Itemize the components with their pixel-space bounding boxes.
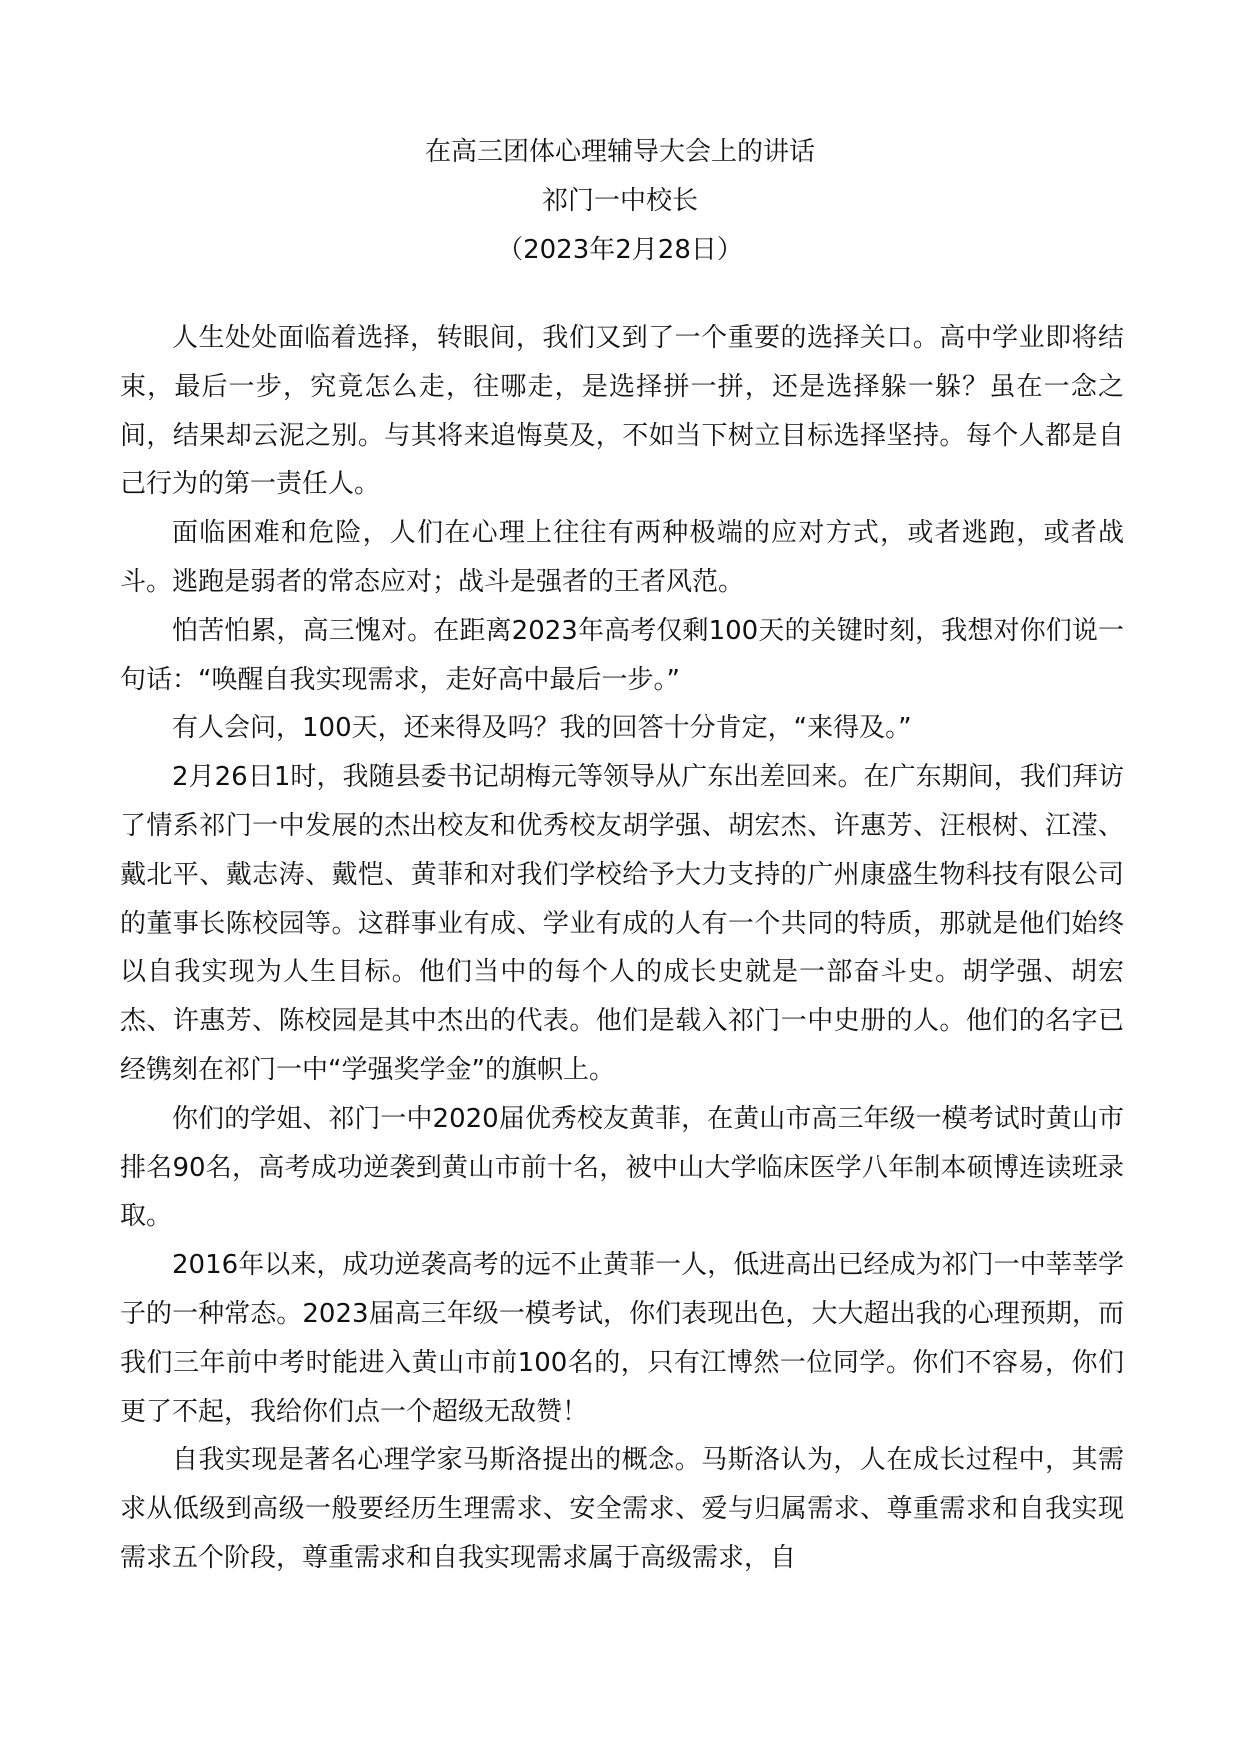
paragraph: 人生处处面临着选择，转眼间，我们又到了一个重要的选择关口。高中学业即将结束，最后一步，究竟怎么走，往哪走，是选择拼一拼，还是选择躲一躲？虽在一念之间，结果却云泥之别。与其将来追悔莫及，不如当下树立目标选择坚持。每个人都是自己行为的第一责任人。 bbox=[120, 323, 1124, 500]
paragraph: 2016年以来，成功逆袭高考的远不止黄菲一人，低进高出已经成为祁门一中莘莘学子的一种常态。2023届高三年级一模考试，你们表现出色，大大超出我的心理预期，而我们三年前中考时能进入黄山市前100名的，只有江博然一位同学。你们不容易，你们更了不起，我给你们点一个超级无敌赞！ bbox=[120, 1250, 1124, 1427]
document-header bbox=[0, 128, 1240, 275]
paragraph: 2月26日1时，我随县委书记胡梅元等领导从广东出差回来。在广东期间，我们拜访了情系祁门一中发展的杰出校友和优秀校友胡学强、胡宏杰、许惠芳、汪根树、江滢、戴北平、戴志涛、戴恺、黄菲和对我们学校给予大力支持的广州康盛生物科技有限公司的董事长陈校园等。这群事业有成、学业有成的人有一个共同的特质，那就是他们始终以自我实现为人生目标。他们当中的每个人的成长史就是一部奋斗史。胡学强、胡宏杰、许惠芳、陈校园是其中杰出的代表。他们是载入祁门一中史册的人。他们的名字已经镌刻在祁门一中“学强奖学金”的旗帜上。 bbox=[120, 762, 1124, 1085]
document-date: （2023年2月28日） bbox=[497, 235, 743, 265]
document-title: 在高三团体心理辅导大会上的讲话 bbox=[424, 137, 815, 167]
paragraph: 自我实现是著名心理学家马斯洛提出的概念。马斯洛认为，人在成长过程中，其需求从低级到高级一般要经历生理需求、安全需求、爱与归属需求、尊重需求和自我实现需求五个阶段，尊重需求和自我实现需求属于高级需求，自 bbox=[120, 1445, 1124, 1573]
document-speaker: 祁门一中校长 bbox=[541, 186, 698, 216]
paragraph: 你们的学姐、祁门一中2020届优秀校友黄菲，在黄山市高三年级一模考试时黄山市排名90名，高考成功逆袭到黄山市前十名，被中山大学临床医学八年制本硕博连读班录取。 bbox=[120, 1103, 1124, 1232]
paragraph: 怕苦怕累，高三愧对。在距离2023年高考仅剩100天的关键时刻，我想对你们说一句话：“唤醒自我实现需求，走好高中最后一步。” bbox=[120, 615, 1124, 695]
paragraph: 面临困难和危险，人们在心理上往往有两种极端的应对方式，或者逃跑，或者战斗。逃跑是弱者的常态应对；战斗是强者的王者风范。 bbox=[120, 518, 1124, 597]
document-body bbox=[120, 314, 1124, 1583]
paragraph: 有人会问，100天，还来得及吗？我的回答十分肯定，“来得及。” bbox=[172, 713, 912, 744]
